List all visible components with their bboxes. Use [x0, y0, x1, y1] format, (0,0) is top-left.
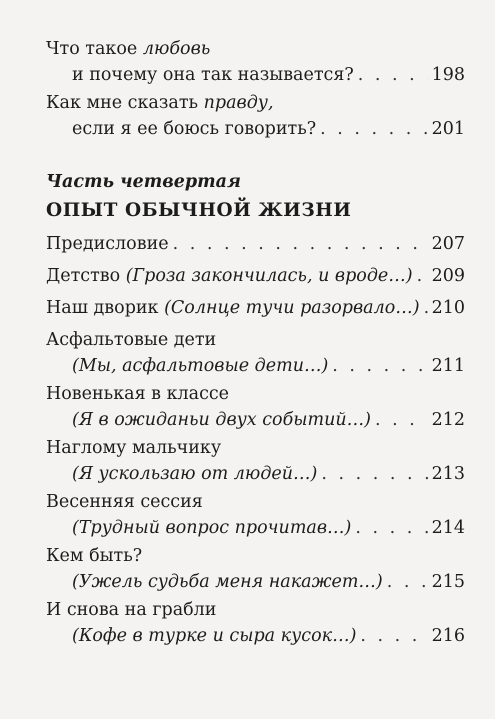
part-label: Часть четвертая — [46, 172, 241, 192]
leader-dots — [417, 265, 428, 287]
page-number: 209 — [431, 266, 465, 286]
entry-title: Наглому мальчику — [46, 438, 222, 458]
toc-entry — [46, 265, 465, 291]
page-number: 212 — [431, 410, 465, 430]
entry-subtitle: (Солнце тучи разорвало…) — [164, 298, 420, 318]
entry-title: Новенькая в классе — [46, 384, 230, 404]
leader-dots — [321, 463, 427, 485]
entry-title: Предисловие — [46, 234, 169, 254]
entry-subtitle: (Трудный вопрос прочитав…) — [72, 518, 352, 538]
entry-title: Наш дворик — [46, 298, 165, 318]
page-number: 216 — [431, 626, 465, 646]
toc-entry — [46, 329, 465, 381]
entry-title-cont: если я ее боюсь говорить? — [72, 119, 317, 139]
entry-subtitle: (Я ускользаю от людей…) — [72, 464, 318, 484]
toc-entry — [46, 233, 465, 259]
page-number: 215 — [431, 572, 465, 592]
entry-title: Кем быть? — [46, 546, 143, 566]
leader-dots — [375, 409, 428, 431]
entry-subtitle: (Я в ожиданьи двух событий…) — [72, 410, 371, 430]
toc-entry — [46, 491, 465, 543]
leader-dots — [387, 571, 428, 593]
leader-dots — [360, 625, 427, 647]
part-title: ОПЫТ ОБЫЧНОЙ ЖИЗНИ — [46, 200, 352, 221]
leader-dots — [355, 517, 427, 539]
entry-title: Весенняя сессия — [46, 492, 203, 512]
toc-entry — [46, 599, 465, 651]
toc-entry — [46, 297, 465, 323]
entry-title-italic: любовь — [142, 39, 211, 59]
page-number: 213 — [431, 464, 465, 484]
entry-subtitle: (Кофе в турке и сыра кусок…) — [72, 626, 357, 646]
leader-dots — [358, 64, 428, 86]
entry-title: И снова на грабли — [46, 600, 217, 620]
entry-title-italic: правду, — [203, 93, 274, 113]
entry-title-cont: и почему она так называется? — [72, 65, 354, 85]
leader-dots — [332, 355, 427, 377]
page-number: 210 — [431, 298, 465, 318]
toc-entry — [46, 437, 465, 489]
entry-subtitle: (Мы, асфальтовые дети…) — [72, 356, 329, 376]
leader-dots — [424, 297, 428, 319]
entry-subtitle: (Гроза закончилась, и вроде…) — [125, 266, 413, 286]
entry-title: Как мне сказать — [46, 93, 204, 113]
toc-entry — [46, 383, 465, 435]
leader-dots — [320, 118, 427, 140]
entry-title: Асфальтовые дети — [46, 330, 217, 350]
toc-entry — [46, 545, 465, 597]
page-number: 207 — [431, 234, 465, 254]
leader-dots — [173, 233, 428, 255]
entry-title: Детство — [46, 266, 126, 286]
entry-title: Что такое — [46, 39, 143, 59]
page-number: 201 — [431, 119, 465, 139]
toc-entry-truth — [46, 92, 465, 144]
page-number: 214 — [431, 518, 465, 538]
toc-entry-love — [46, 38, 465, 90]
entry-subtitle: (Ужель судьба меня накажет…) — [72, 572, 383, 592]
page-number: 211 — [431, 356, 465, 376]
page-number: 198 — [431, 65, 465, 85]
